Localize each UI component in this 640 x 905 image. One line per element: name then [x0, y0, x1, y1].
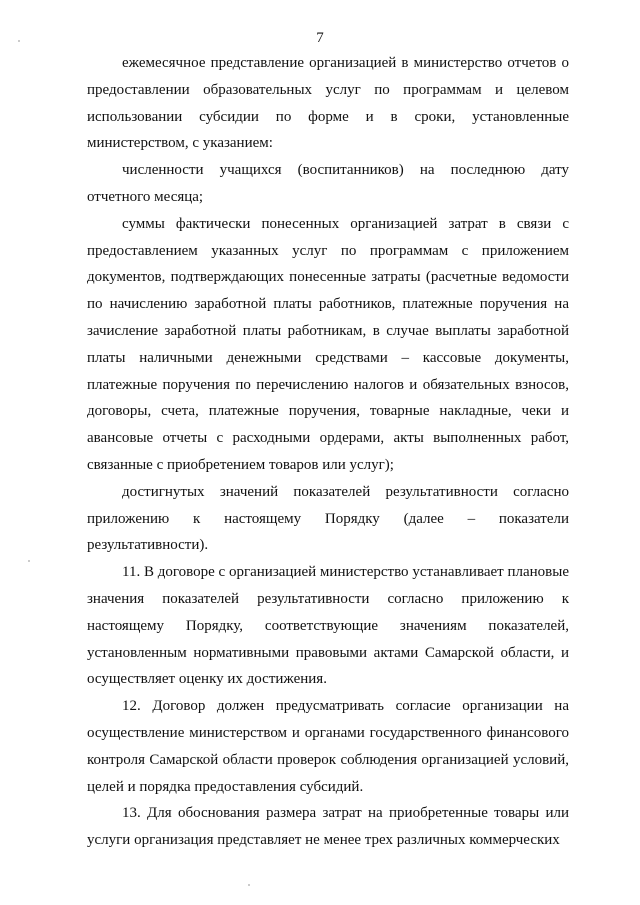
paragraph-monthly-report: ежемесячное представление организацией в министерство отчетов о предоставлении образовательных услуг по программам и целевом использовании субсидии по форме и в сроки, установленные министерством, с указанием: [87, 55, 569, 152]
page-number: 7 [316, 30, 324, 46]
paragraph-item-11: 11. В договоре с организацией министерство устанавливает плановые значения показателей результативности согласно приложению к настоящему Порядку, соответствующие значениям показателей, установленным нормативными правовыми актами Самарской области, и осуществляет оценку их достижения. [87, 564, 569, 688]
scan-speck [28, 560, 30, 562]
paragraph-student-count: численности учащихся (воспитанников) на последнюю дату отчетного месяца; [87, 162, 569, 205]
paragraph-actual-costs: суммы фактически понесенных организацией затрат в связи с предоставлением указанных услуг по программам с приложением документов, подтверждающих понесенные затраты (расчетные ведомости по начислению заработной платы работников, платежные поручения на зачисление заработной платы работникам, в случае выплаты заработной платы наличными денежными средствами – кассовые документы, платежные поручения по перечислению налогов и обязательных взносов, договоры, счета, платежные поручения, товарные накладные, чеки и авансовые отчеты с расходными ордерами, акты выполненных работ, связанные с приобретением товаров или услуг); [87, 215, 569, 473]
scan-speck [248, 884, 250, 886]
paragraph-item-13: 13. Для обоснования размера затрат на приобретенные товары или услуги организация представляет не менее трех различных коммерческих [87, 805, 569, 849]
document-body [87, 50, 569, 854]
paragraph-item-12: 12. Договор должен предусматривать согласие организации на осуществление министерством и органами государственного финансового контроля Самарской области проверок соблюдения организацией условий, целей и порядка предоставления субсидий. [87, 698, 569, 795]
paragraph-performance-indicators: достигнутых значений показателей результативности согласно приложению к настоящему Порядку (далее – показатели результативности). [87, 483, 569, 554]
scan-speck [18, 40, 20, 42]
